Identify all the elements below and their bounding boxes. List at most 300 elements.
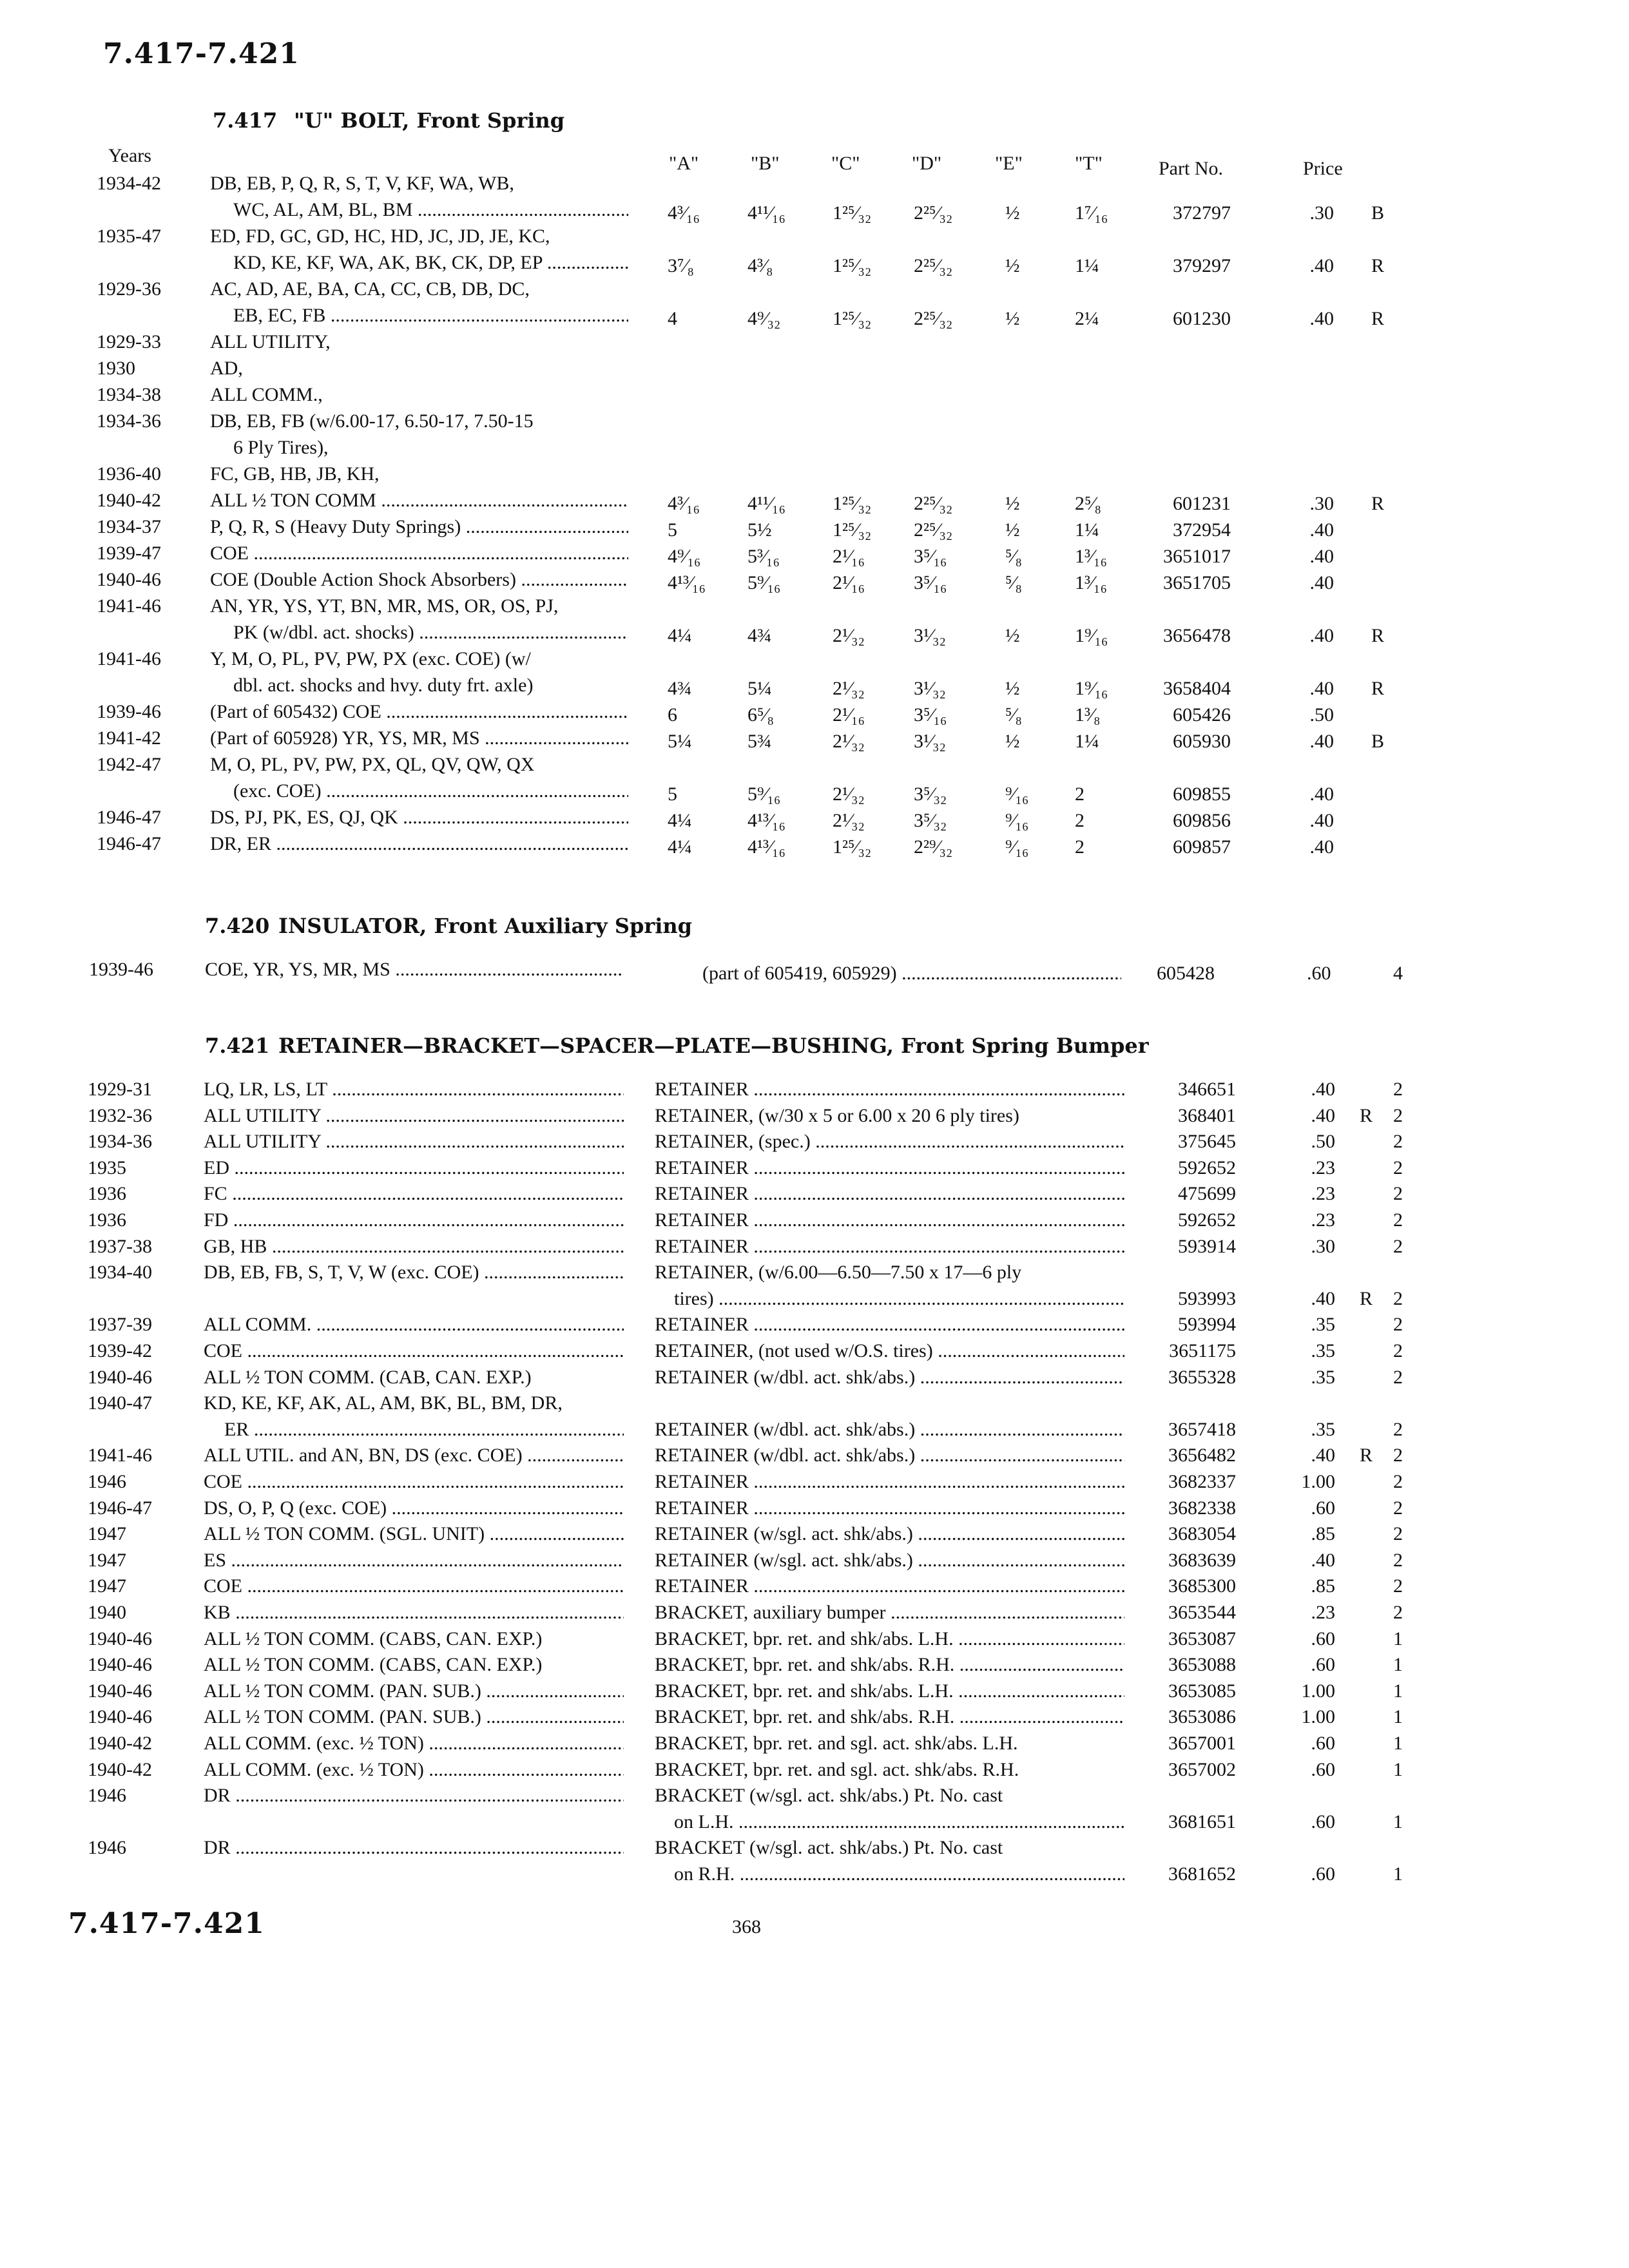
- part-number: 3655328: [1168, 1367, 1236, 1388]
- price: .30: [1311, 1236, 1335, 1257]
- dim-c: 1²⁵⁄₃₂: [833, 255, 872, 276]
- row-description: BRACKET, bpr. ret. and shk/abs. L.H. .....: [655, 1628, 1124, 1650]
- row-models: DR, ER .....: [210, 833, 628, 855]
- col-header-c: "C": [831, 153, 860, 174]
- price: .23: [1311, 1157, 1335, 1178]
- part-number: 3653087: [1168, 1628, 1236, 1649]
- row-years: 1940-42: [88, 1733, 152, 1754]
- col-header-a: "A": [669, 153, 699, 174]
- dim-a: 4¼: [668, 836, 692, 858]
- quantity: 1: [1393, 1680, 1403, 1702]
- row-years: 1940-46: [88, 1680, 152, 1702]
- part-number: 601231: [1173, 493, 1231, 514]
- col-header-t: "T": [1075, 153, 1103, 174]
- dim-c: 2¹⁄₁₆: [833, 704, 865, 726]
- row-years: 1940: [88, 1602, 126, 1623]
- row-models: EB, EC, FB .....: [233, 305, 628, 327]
- price-flag: R: [1371, 255, 1385, 276]
- row-years: 1939-46: [97, 701, 161, 722]
- price: .40: [1311, 1105, 1335, 1126]
- part-number: 3683054: [1168, 1523, 1236, 1544]
- row-years: 1937-38: [88, 1236, 152, 1257]
- part-number: 375645: [1178, 1131, 1236, 1152]
- row-years: 1946-47: [88, 1497, 152, 1519]
- row-description: RETAINER .....: [655, 1497, 1124, 1519]
- price: .40: [1309, 572, 1334, 593]
- dim-e: ½: [1005, 493, 1020, 514]
- part-number: 3657002: [1168, 1759, 1236, 1780]
- part-number: 592652: [1178, 1157, 1236, 1178]
- row-years: 1946: [88, 1837, 126, 1858]
- row-description: RETAINER .....: [655, 1236, 1124, 1258]
- price-flag: B: [1371, 202, 1385, 224]
- dim-b: 4¹³⁄₁₆: [747, 836, 786, 858]
- row-description: RETAINER .....: [655, 1209, 1124, 1231]
- row-years: 1946-47: [97, 833, 161, 854]
- row-description: BRACKET, bpr. ret. and sgl. act. shk/abs. R.H.: [655, 1759, 1019, 1780]
- dim-a: 4¼: [668, 810, 692, 831]
- row-models: ALL UTILITY .....: [204, 1131, 624, 1153]
- row-years: 1940-46: [88, 1367, 152, 1388]
- part-number: 3681651: [1168, 1811, 1236, 1832]
- row-models: ALL COMM. (exc. ½ TON) .....: [204, 1759, 624, 1781]
- row-description: on R.H. .....: [674, 1863, 1124, 1885]
- dim-t: 2: [1075, 810, 1084, 831]
- dim-t: 1³⁄₁₆: [1075, 546, 1107, 567]
- row-models: KD, KE, KF, AK, AL, AM, BK, BL, BM, DR,: [204, 1392, 563, 1414]
- row-description: BRACKET, bpr. ret. and sgl. act. shk/abs. L.H.: [655, 1733, 1018, 1754]
- row-models: ED .....: [204, 1157, 624, 1179]
- price: .35: [1311, 1314, 1335, 1335]
- dim-t: 2⁵⁄₈: [1075, 493, 1101, 514]
- part-number: 3651017: [1163, 546, 1231, 567]
- quantity: 2: [1393, 1340, 1403, 1361]
- dim-e: ½: [1005, 625, 1020, 646]
- row-description: RETAINER, (w/30 x 5 or 6.00 x 20 6 ply tires): [655, 1105, 1019, 1126]
- quantity: 2: [1393, 1131, 1403, 1152]
- section-7421-number: 7.421: [205, 1033, 270, 1058]
- row-description: RETAINER, (spec.) .....: [655, 1131, 1124, 1153]
- row-models: AD,: [210, 358, 243, 379]
- quantity: 1: [1393, 1759, 1403, 1780]
- part-number: 609855: [1173, 783, 1231, 805]
- dim-t: 1¼: [1075, 731, 1099, 752]
- quantity: 2: [1393, 1079, 1403, 1100]
- row-years: 1936-40: [97, 463, 161, 485]
- dim-c: 1²⁵⁄₃₂: [833, 836, 872, 858]
- price: .23: [1311, 1602, 1335, 1623]
- row-years: 1932-36: [88, 1105, 152, 1126]
- quantity: 2: [1393, 1575, 1403, 1597]
- part-number: 3653544: [1168, 1602, 1236, 1623]
- price: .60: [1311, 1863, 1335, 1885]
- row-models: FC, GB, HB, JB, KH,: [210, 463, 380, 485]
- part-number: 593994: [1178, 1314, 1236, 1335]
- price: .85: [1311, 1523, 1335, 1544]
- row-models: dbl. act. shocks and hvy. duty frt. axle): [233, 675, 534, 696]
- price: .40: [1309, 255, 1334, 276]
- row-models: Y, M, O, PL, PV, PW, PX (exc. COE) (w/: [210, 648, 531, 669]
- part-number: 3656478: [1163, 625, 1231, 646]
- price: .40: [1309, 546, 1334, 567]
- price-flag: R: [1360, 1445, 1373, 1466]
- row-models: ALL ½ TON COMM. (CABS, CAN. EXP.): [204, 1654, 543, 1675]
- price: 1.00: [1301, 1471, 1335, 1492]
- quantity: 2: [1393, 1523, 1403, 1544]
- price: .50: [1309, 704, 1334, 726]
- dim-a: 4⁹⁄₁₆: [668, 546, 701, 567]
- row-years: 1940-47: [88, 1392, 152, 1414]
- row-years: 1941-46: [88, 1445, 152, 1466]
- row-description: tires) .....: [674, 1288, 1124, 1310]
- quantity: 2: [1393, 1419, 1403, 1440]
- dim-b: 5⁹⁄₁₆: [747, 572, 781, 593]
- row-description: RETAINER (w/sgl. act. shk/abs.) .....: [655, 1523, 1124, 1545]
- part-number: 3653086: [1168, 1706, 1236, 1727]
- price: .50: [1311, 1131, 1335, 1152]
- price: .35: [1311, 1419, 1335, 1440]
- row-models: ALL UTILITY .....: [204, 1105, 624, 1127]
- row-years: 1942-47: [97, 754, 161, 775]
- dim-d: 3¹⁄₃₂: [914, 731, 946, 752]
- quantity: 2: [1393, 1183, 1403, 1204]
- dim-e: ⁵⁄₈: [1005, 704, 1022, 726]
- dim-t: 1⁷⁄₁₆: [1075, 202, 1108, 224]
- row-years: 1940-42: [88, 1759, 152, 1780]
- dim-d: 2²⁵⁄₃₂: [914, 308, 953, 329]
- price: .40: [1309, 519, 1334, 541]
- price: .40: [1309, 678, 1334, 699]
- price: .60: [1311, 1759, 1335, 1780]
- dim-t: 2: [1075, 836, 1084, 858]
- quantity: 2: [1393, 1314, 1403, 1335]
- quantity: 2: [1393, 1602, 1403, 1623]
- quantity: 2: [1393, 1288, 1403, 1309]
- dim-b: 4¹¹⁄₁₆: [747, 493, 786, 514]
- row-models: KD, KE, KF, WA, AK, BK, CK, DP, EP .....: [233, 252, 628, 274]
- row-years: 1941-46: [97, 595, 161, 617]
- col-header-price: Price: [1303, 158, 1343, 179]
- dim-d: 2²⁵⁄₃₂: [914, 493, 953, 514]
- dim-d: 3⁵⁄₁₆: [914, 572, 947, 593]
- price: .40: [1311, 1079, 1335, 1100]
- row-models: COE .....: [204, 1471, 624, 1493]
- part-number: 609857: [1173, 836, 1231, 858]
- dim-c: 1²⁵⁄₃₂: [833, 308, 872, 329]
- part-number: 3682337: [1168, 1471, 1236, 1492]
- dim-e: ⁹⁄₁₆: [1005, 783, 1029, 805]
- dim-b: 5⁹⁄₁₆: [747, 783, 781, 805]
- dim-b: 4¹¹⁄₁₆: [747, 202, 786, 224]
- part-number: 593914: [1178, 1236, 1236, 1257]
- row-models: (Part of 605432) COE .....: [210, 701, 628, 723]
- row-models: DB, EB, FB, S, T, V, W (exc. COE) .....: [204, 1262, 624, 1283]
- dim-a: 4¾: [668, 678, 692, 699]
- s420-part-no: 605428: [1157, 963, 1215, 984]
- price: .23: [1311, 1183, 1335, 1204]
- price: .60: [1311, 1811, 1335, 1832]
- dim-b: 6⁵⁄₈: [747, 704, 774, 726]
- dim-c: 2¹⁄₃₂: [833, 810, 865, 831]
- dim-d: 3⁵⁄₁₆: [914, 704, 947, 726]
- row-years: 1935: [88, 1157, 126, 1178]
- price: .40: [1309, 731, 1334, 752]
- dim-t: 1⁹⁄₁₆: [1075, 678, 1108, 699]
- dim-e: ½: [1005, 731, 1020, 752]
- price: .60: [1311, 1497, 1335, 1519]
- dim-a: 4³⁄₁₆: [668, 493, 700, 514]
- quantity: 2: [1393, 1471, 1403, 1492]
- row-years: 1936: [88, 1209, 126, 1231]
- page-footer-code: 7.417-7.421: [68, 1907, 265, 1940]
- row-models: ALL ½ TON COMM. (PAN. SUB.) .....: [204, 1680, 624, 1702]
- row-description: RETAINER .....: [655, 1471, 1124, 1493]
- dim-t: 2¼: [1075, 308, 1099, 329]
- s420-price: .60: [1307, 963, 1331, 984]
- price: .40: [1311, 1288, 1335, 1309]
- price: .35: [1311, 1340, 1335, 1361]
- s420-models: COE, YR, YS, MR, MS .....: [205, 959, 624, 981]
- price: .40: [1309, 783, 1334, 805]
- row-years: 1940-46: [88, 1706, 152, 1727]
- dim-a: 3⁷⁄₈: [668, 255, 694, 276]
- row-years: 1934-37: [97, 516, 161, 537]
- col-header-d: "D": [912, 153, 942, 174]
- dim-c: 2¹⁄₃₂: [833, 678, 865, 699]
- dim-c: 2¹⁄₃₂: [833, 625, 865, 646]
- price-flag: R: [1360, 1288, 1373, 1309]
- dim-a: 4¹³⁄₁₆: [668, 572, 706, 593]
- row-models: ALL COMM.,: [210, 384, 323, 405]
- price-flag: R: [1371, 678, 1385, 699]
- row-models: DS, O, P, Q (exc. COE) .....: [204, 1497, 624, 1519]
- price: .40: [1309, 810, 1334, 831]
- row-years: 1936: [88, 1183, 126, 1204]
- row-description: RETAINER .....: [655, 1079, 1124, 1100]
- section-7420-number: 7.420: [205, 914, 270, 938]
- quantity: 1: [1393, 1654, 1403, 1675]
- row-models: ALL ½ TON COMM. (PAN. SUB.) .....: [204, 1706, 624, 1728]
- quantity: 1: [1393, 1863, 1403, 1885]
- row-models: AC, AD, AE, BA, CA, CC, CB, DB, DC,: [210, 278, 530, 300]
- row-models: ALL UTIL. and AN, BN, DS (exc. COE) .....: [204, 1445, 624, 1466]
- row-years: 1946: [88, 1471, 126, 1492]
- dim-b: 4³⁄₈: [747, 255, 773, 276]
- dim-b: 4¾: [747, 625, 772, 646]
- part-number: 3656482: [1168, 1445, 1236, 1466]
- dim-b: 5³⁄₁₆: [747, 546, 780, 567]
- price: .23: [1311, 1209, 1335, 1231]
- dim-c: 2¹⁄₁₆: [833, 546, 865, 567]
- row-models: COE (Double Action Shock Absorbers) .....: [210, 569, 628, 591]
- dim-c: 1²⁵⁄₃₂: [833, 519, 872, 541]
- dim-a: 5: [668, 783, 677, 805]
- dim-e: ⁹⁄₁₆: [1005, 810, 1029, 831]
- dim-d: 2²⁵⁄₃₂: [914, 202, 953, 224]
- row-models: M, O, PL, PV, PW, PX, QL, QV, QW, QX: [210, 754, 535, 775]
- row-description: BRACKET (w/sgl. act. shk/abs.) Pt. No. cast: [655, 1837, 1003, 1858]
- dim-c: 2¹⁄₃₂: [833, 731, 865, 752]
- price: .85: [1311, 1575, 1335, 1597]
- row-description: RETAINER, (not used w/O.S. tires) .....: [655, 1340, 1124, 1362]
- row-years: 1946-47: [97, 807, 161, 828]
- price-flag: R: [1360, 1105, 1373, 1126]
- row-years: 1946: [88, 1785, 126, 1806]
- dim-t: 1³⁄₈: [1075, 704, 1101, 726]
- row-models: DS, PJ, PK, ES, QJ, QK .....: [210, 807, 628, 829]
- row-models: ER .....: [224, 1419, 624, 1441]
- row-years: 1935-47: [97, 226, 161, 247]
- row-years: 1940-42: [97, 490, 161, 511]
- row-description: RETAINER .....: [655, 1183, 1124, 1205]
- part-number: 3682338: [1168, 1497, 1236, 1519]
- row-years: 1940-46: [97, 569, 161, 590]
- section-7420-title: INSULATOR, Front Auxiliary Spring: [278, 914, 693, 938]
- part-number: 593993: [1178, 1288, 1236, 1309]
- dim-d: 2²⁵⁄₃₂: [914, 255, 953, 276]
- dim-d: 2²⁵⁄₃₂: [914, 519, 953, 541]
- part-number: 3683639: [1168, 1550, 1236, 1571]
- row-models: DB, EB, P, Q, R, S, T, V, KF, WA, WB,: [210, 173, 514, 194]
- price: .40: [1311, 1550, 1335, 1571]
- row-description: RETAINER (w/sgl. act. shk/abs.) .....: [655, 1550, 1124, 1571]
- dim-d: 3⁵⁄₃₂: [914, 810, 947, 831]
- dim-t: 1¼: [1075, 255, 1099, 276]
- price: 1.00: [1301, 1706, 1335, 1727]
- row-models: WC, AL, AM, BL, BM .....: [233, 199, 628, 221]
- row-years: 1939-47: [97, 543, 161, 564]
- row-description: BRACKET (w/sgl. act. shk/abs.) Pt. No. cast: [655, 1785, 1003, 1806]
- part-number: 609856: [1173, 810, 1231, 831]
- dim-b: 5½: [747, 519, 772, 541]
- row-models: ALL ½ TON COMM. (CABS, CAN. EXP.): [204, 1628, 543, 1649]
- col-header-b: "B": [751, 153, 780, 174]
- price: .40: [1311, 1445, 1335, 1466]
- dim-d: 3⁵⁄₃₂: [914, 783, 947, 805]
- part-number: 379297: [1173, 255, 1231, 276]
- s420-years: 1939-46: [89, 959, 153, 980]
- row-years: 1947: [88, 1575, 126, 1597]
- row-models: P, Q, R, S (Heavy Duty Springs) .....: [210, 516, 628, 538]
- row-models: FC .....: [204, 1183, 624, 1205]
- row-years: 1940-46: [88, 1628, 152, 1649]
- section-7417-number: 7.417: [213, 108, 278, 133]
- dim-e: ½: [1005, 202, 1020, 224]
- price-flag: R: [1371, 625, 1385, 646]
- row-years: 1934-42: [97, 173, 161, 194]
- row-description: RETAINER .....: [655, 1575, 1124, 1597]
- quantity: 1: [1393, 1811, 1403, 1832]
- s420-quantity: 4: [1393, 963, 1403, 984]
- part-number: 3653085: [1168, 1680, 1236, 1702]
- part-number: 605930: [1173, 731, 1231, 752]
- price: .35: [1311, 1367, 1335, 1388]
- row-years: 1929-33: [97, 331, 161, 352]
- part-number: 3657001: [1168, 1733, 1236, 1754]
- price: .60: [1311, 1733, 1335, 1754]
- row-years: 1947: [88, 1523, 126, 1544]
- dim-t: 1¼: [1075, 519, 1099, 541]
- row-description: on L.H. .....: [674, 1811, 1124, 1833]
- page-number: 368: [732, 1916, 761, 1937]
- part-number: 605426: [1173, 704, 1231, 726]
- row-models: LQ, LR, LS, LT .....: [204, 1079, 624, 1100]
- row-models: (exc. COE) .....: [233, 780, 628, 802]
- row-models: DB, EB, FB (w/6.00-17, 6.50-17, 7.50-15: [210, 410, 534, 432]
- dim-b: 5¼: [747, 678, 772, 699]
- row-description: BRACKET, bpr. ret. and shk/abs. L.H. .....: [655, 1680, 1124, 1702]
- row-models: DR .....: [204, 1837, 624, 1859]
- dim-e: ⁹⁄₁₆: [1005, 836, 1029, 858]
- col-header-years: Years: [108, 145, 151, 166]
- page-header-title: 7.417-7.421: [103, 37, 300, 70]
- part-number: 475699: [1178, 1183, 1236, 1204]
- part-number: 3651705: [1163, 572, 1231, 593]
- dim-a: 6: [668, 704, 677, 726]
- quantity: 2: [1393, 1367, 1403, 1388]
- price: .40: [1309, 836, 1334, 858]
- col-header-part-no: Part No.: [1159, 158, 1223, 179]
- row-models: 6 Ply Tires),: [233, 437, 329, 458]
- quantity: 2: [1393, 1105, 1403, 1126]
- row-years: 1934-36: [88, 1131, 152, 1152]
- row-years: 1941-46: [97, 648, 161, 669]
- part-number: 3653088: [1168, 1654, 1236, 1675]
- quantity: 2: [1393, 1445, 1403, 1466]
- section-7421-title: RETAINER—BRACKET—SPACER—PLATE—BUSHING, Front Spring Bumper: [278, 1033, 1149, 1058]
- row-years: 1929-31: [88, 1079, 152, 1100]
- dim-a: 4: [668, 308, 677, 329]
- row-models: ED, FD, GC, GD, HC, HD, JC, JD, JE, KC,: [210, 226, 550, 247]
- quantity: 2: [1393, 1209, 1403, 1231]
- row-description: RETAINER .....: [655, 1157, 1124, 1179]
- part-number: 368401: [1178, 1105, 1236, 1126]
- row-years: 1941-42: [97, 727, 161, 749]
- part-number: 372797: [1173, 202, 1231, 224]
- quantity: 2: [1393, 1157, 1403, 1178]
- dim-d: 3¹⁄₃₂: [914, 678, 946, 699]
- dim-e: ½: [1005, 255, 1020, 276]
- dim-d: 3¹⁄₃₂: [914, 625, 946, 646]
- price: .60: [1311, 1628, 1335, 1649]
- row-models: ES .....: [204, 1550, 624, 1571]
- quantity: 1: [1393, 1706, 1403, 1727]
- price: 1.00: [1301, 1680, 1335, 1702]
- price: .30: [1309, 202, 1334, 224]
- quantity: 1: [1393, 1628, 1403, 1649]
- dim-t: 2: [1075, 783, 1084, 805]
- dim-c: 1²⁵⁄₃₂: [833, 202, 872, 224]
- row-description: BRACKET, auxiliary bumper .....: [655, 1602, 1124, 1624]
- row-models: ALL ½ TON COMM. (SGL. UNIT) .....: [204, 1523, 624, 1545]
- price: .40: [1309, 625, 1334, 646]
- col-header-e: "E": [995, 153, 1023, 174]
- row-models: COE .....: [204, 1575, 624, 1597]
- quantity: 1: [1393, 1733, 1403, 1754]
- row-description: BRACKET, bpr. ret. and shk/abs. R.H. .....: [655, 1654, 1124, 1676]
- price-flag: R: [1371, 493, 1385, 514]
- part-number: 3658404: [1163, 678, 1231, 699]
- dim-b: 4¹³⁄₁₆: [747, 810, 786, 831]
- quantity: 2: [1393, 1550, 1403, 1571]
- row-years: 1937-39: [88, 1314, 152, 1335]
- row-years: 1934-40: [88, 1262, 152, 1283]
- dim-c: 1²⁵⁄₃₂: [833, 493, 872, 514]
- row-models: (Part of 605928) YR, YS, MR, MS .....: [210, 727, 628, 749]
- dim-c: 2¹⁄₃₂: [833, 783, 865, 805]
- dim-a: 4¼: [668, 625, 692, 646]
- row-years: 1939-42: [88, 1340, 152, 1361]
